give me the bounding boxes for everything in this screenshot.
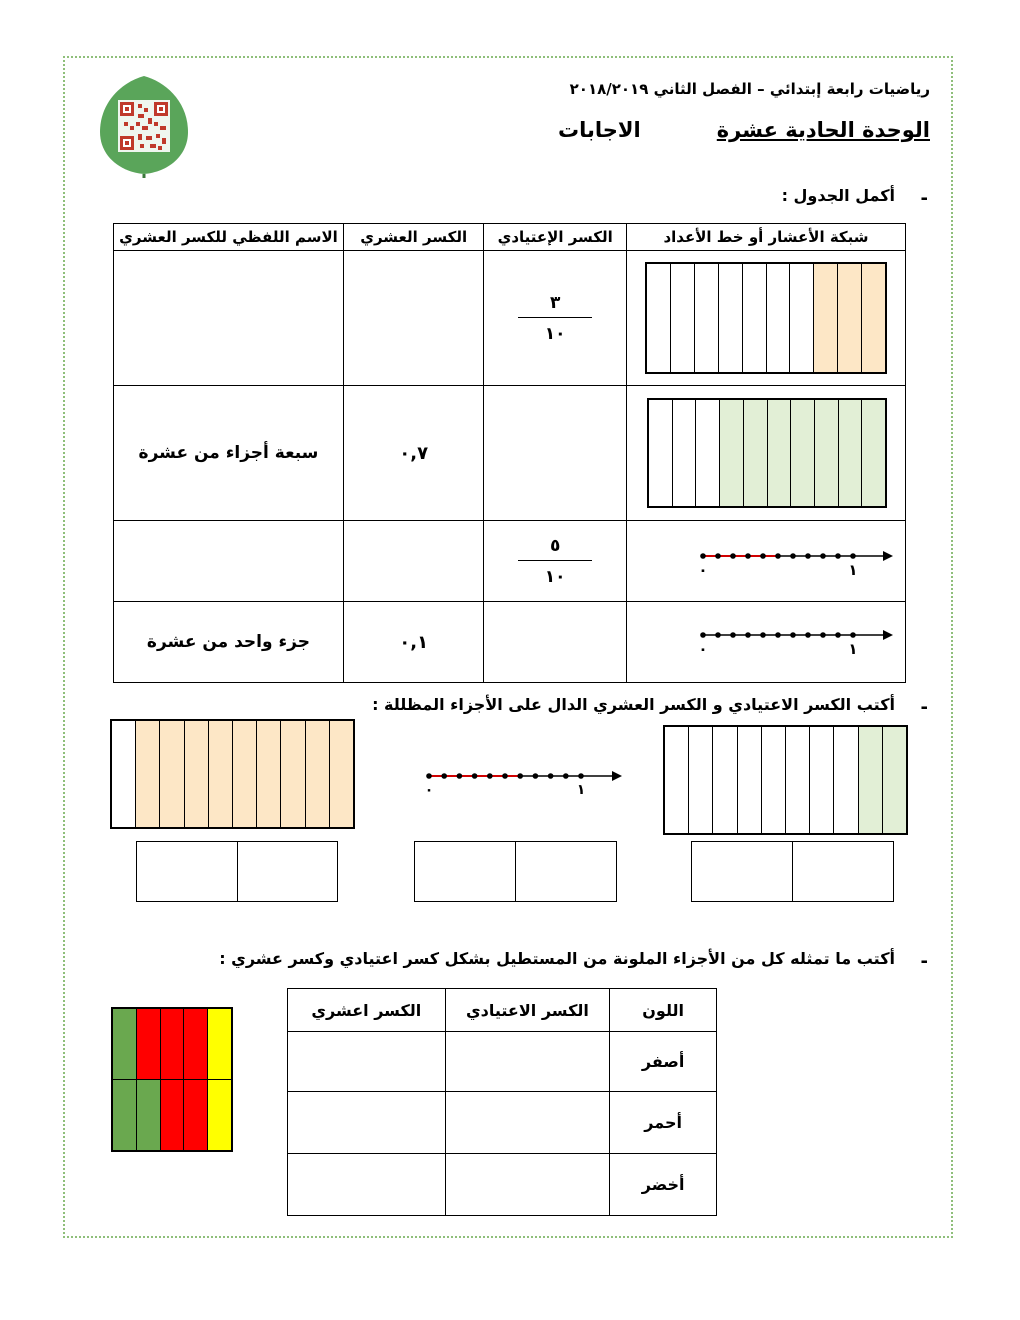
label-zero: ٠ xyxy=(698,561,708,579)
tick-dot xyxy=(730,632,736,638)
arrow-head-icon xyxy=(883,630,893,640)
tenth-cell xyxy=(766,264,790,372)
table-row xyxy=(114,521,906,602)
color-label: أصفر xyxy=(610,1032,717,1092)
color-cell xyxy=(207,1080,231,1150)
tenth-cell xyxy=(785,727,809,833)
table-row xyxy=(114,602,906,683)
header-word-name: الاسم اللفظي للكسر العشري xyxy=(114,224,344,251)
shaded-strip-right xyxy=(663,725,908,835)
answer-box-middle xyxy=(414,841,617,902)
tick-dot xyxy=(533,773,539,779)
color-cell xyxy=(113,1080,136,1150)
header-fraction: الكسر الإعتيادي xyxy=(484,224,627,251)
word-cell[interactable] xyxy=(114,251,344,386)
color-cell xyxy=(207,1009,231,1079)
answer-box-right xyxy=(691,841,894,902)
decimal-text: ٠,١ xyxy=(399,631,429,653)
tenth-cell xyxy=(256,721,280,827)
tick-dot xyxy=(775,553,781,559)
tenth-cell xyxy=(737,727,761,833)
tick-dot xyxy=(563,773,569,779)
word-text: جزء واحد من عشرة xyxy=(146,632,310,652)
tick-dot xyxy=(715,553,721,559)
color-cell xyxy=(183,1009,207,1079)
tenth-cell xyxy=(695,400,719,506)
header-visual: شبكة الأعشار أو خط الأعداد xyxy=(626,224,905,251)
label-one: ١ xyxy=(576,782,586,798)
tenth-cell xyxy=(809,727,833,833)
tick-dot xyxy=(700,553,706,559)
decimal-cell[interactable] xyxy=(343,521,483,602)
tick-dot xyxy=(850,632,856,638)
answer-fraction-field[interactable] xyxy=(692,842,792,901)
decimal-cell[interactable] xyxy=(343,386,483,521)
tenth-cell xyxy=(813,264,837,372)
tick-dot xyxy=(502,773,508,779)
tenths-strip xyxy=(645,262,887,374)
tick-dot xyxy=(760,553,766,559)
section2-dash: - xyxy=(920,697,928,718)
fraction-field[interactable] xyxy=(445,1092,610,1154)
colored-rectangle-top-row xyxy=(113,1009,231,1080)
tick-dot xyxy=(730,553,736,559)
tick-dot xyxy=(805,632,811,638)
tick-dot xyxy=(790,553,796,559)
color-table-header xyxy=(288,989,717,1032)
tenth-cell xyxy=(761,727,785,833)
tenth-cell xyxy=(858,727,882,833)
tenth-cell xyxy=(837,264,861,372)
decimal-field[interactable] xyxy=(288,1092,446,1154)
visual-cell xyxy=(626,521,905,602)
tenth-cell xyxy=(647,264,670,372)
tenth-cell xyxy=(208,721,232,827)
color-table xyxy=(287,988,717,1216)
tenth-cell xyxy=(790,400,814,506)
numerator: ٥ xyxy=(549,535,561,556)
decimal-field[interactable] xyxy=(288,1032,446,1092)
header-color: اللون xyxy=(610,989,717,1032)
color-cell xyxy=(183,1080,207,1150)
decimal-cell[interactable] xyxy=(343,251,483,386)
tick-dot xyxy=(820,632,826,638)
tick-dot xyxy=(517,773,523,779)
shaded-strip-left xyxy=(110,719,355,829)
answer-fraction-field[interactable] xyxy=(137,842,237,901)
color-cell xyxy=(160,1009,184,1079)
decimal-text: ٠,٧ xyxy=(399,442,429,464)
table-row xyxy=(288,1092,717,1154)
tenth-cell xyxy=(882,727,906,833)
tick-dot xyxy=(835,632,841,638)
denominator: ١٠ xyxy=(544,323,566,344)
colored-rectangle xyxy=(111,1007,233,1152)
table-row xyxy=(288,1032,717,1092)
color-cell xyxy=(160,1080,184,1150)
tick-dot xyxy=(745,632,751,638)
colored-rectangle-bottom-row xyxy=(113,1080,231,1150)
fractions-table xyxy=(113,223,906,683)
fraction-cell[interactable] xyxy=(484,521,627,602)
numerator: ٣ xyxy=(549,292,561,313)
fraction-field[interactable] xyxy=(445,1032,610,1092)
answer-decimal-field[interactable] xyxy=(792,842,893,901)
section1-dash: - xyxy=(920,188,928,209)
tenth-cell xyxy=(838,400,862,506)
header-decimal: الكسر العشري xyxy=(343,224,483,251)
fraction-3-10 xyxy=(518,293,592,344)
tenth-cell xyxy=(718,264,742,372)
tenth-cell xyxy=(719,400,743,506)
arrow-head-icon xyxy=(612,771,622,781)
table-row xyxy=(288,1154,717,1216)
tenth-cell xyxy=(159,721,183,827)
table-row xyxy=(114,251,906,386)
arrow-head-icon xyxy=(883,551,893,561)
fraction-5-10 xyxy=(518,536,592,587)
visual-cell xyxy=(626,602,905,683)
fraction-cell[interactable] xyxy=(484,386,627,521)
fraction-field[interactable] xyxy=(445,1154,610,1216)
tick-dot xyxy=(487,773,493,779)
number-line xyxy=(627,526,905,596)
unit-title: الوحدة الحادية عشرة xyxy=(716,118,930,142)
tick-dot xyxy=(426,773,432,779)
tick-dot xyxy=(850,553,856,559)
word-cell[interactable] xyxy=(114,602,344,683)
label-one: ١ xyxy=(848,640,858,658)
visual-cell xyxy=(626,386,905,521)
tenth-cell xyxy=(861,264,885,372)
tenth-cell xyxy=(670,264,694,372)
tick-dot xyxy=(700,632,706,638)
section2-instruction: أكتب الكسر الاعتيادي و الكسر العشري الدال على الأجزاء المظللة : xyxy=(372,695,895,714)
tenth-cell xyxy=(112,721,135,827)
tenth-cell xyxy=(232,721,256,827)
tenth-cell xyxy=(135,721,159,827)
label-zero: ٠ xyxy=(698,640,708,658)
tenth-cell xyxy=(767,400,791,506)
answer-decimal-field[interactable] xyxy=(237,842,338,901)
color-cell xyxy=(136,1080,160,1150)
decimal-cell[interactable] xyxy=(343,602,483,683)
subject-line: رياضيات رابعة إبتدائي – الفصل الثاني ٢٠١٨/٢٠١٩ xyxy=(569,80,930,98)
tick-dot xyxy=(835,553,841,559)
word-cell[interactable] xyxy=(114,386,344,521)
tenth-cell xyxy=(305,721,329,827)
tenth-cell xyxy=(665,727,688,833)
qr-leaf-logo xyxy=(96,72,192,178)
tick-dot xyxy=(441,773,447,779)
tick-dot xyxy=(715,632,721,638)
tenth-cell xyxy=(280,721,304,827)
tenth-cell xyxy=(184,721,208,827)
answer-fraction-field[interactable] xyxy=(415,842,515,901)
header-fraction: الكسر الاعتيادي xyxy=(445,989,610,1032)
tick-dot xyxy=(745,553,751,559)
answers-label: الاجابات xyxy=(558,118,641,142)
tick-dot xyxy=(790,632,796,638)
answer-decimal-field[interactable] xyxy=(515,842,616,901)
color-cell xyxy=(113,1009,136,1079)
tenth-cell xyxy=(712,727,736,833)
answer-box-left xyxy=(136,841,338,902)
color-cell xyxy=(136,1009,160,1079)
tick-dot xyxy=(760,632,766,638)
tenth-cell xyxy=(814,400,838,506)
section3-instruction: أكتب ما تمثله كل من الأجزاء الملونة من المستطيل بشكل كسر اعتيادي وكسر عشري : xyxy=(219,949,895,968)
label-one: ١ xyxy=(848,561,858,579)
tick-dot xyxy=(775,632,781,638)
header-decimal: الكسر اعشري xyxy=(288,989,446,1032)
tick-dot xyxy=(805,553,811,559)
fraction-cell[interactable] xyxy=(484,251,627,386)
denominator: ١٠ xyxy=(544,566,566,587)
tick-dot xyxy=(457,773,463,779)
section3-dash: - xyxy=(920,951,928,972)
tenth-cell xyxy=(688,727,712,833)
number-line-middle xyxy=(414,760,634,810)
tick-dot xyxy=(472,773,478,779)
tenth-cell xyxy=(789,264,813,372)
tenth-cell xyxy=(742,264,766,372)
tick-dot xyxy=(820,553,826,559)
tenth-cell xyxy=(694,264,718,372)
color-label: أحمر xyxy=(610,1092,717,1154)
tenth-cell xyxy=(672,400,696,506)
tenth-cell xyxy=(743,400,767,506)
tenth-cell xyxy=(861,400,885,506)
tenths-strip xyxy=(647,398,887,508)
tenth-cell xyxy=(649,400,672,506)
fraction-cell[interactable] xyxy=(484,602,627,683)
visual-cell xyxy=(626,251,905,386)
section1-instruction: أكمل الجدول : xyxy=(781,186,895,205)
number-line xyxy=(627,607,905,677)
tick-dot xyxy=(548,773,554,779)
table-row xyxy=(114,386,906,521)
color-label: أخضر xyxy=(610,1154,717,1216)
table-header-row xyxy=(114,224,906,251)
decimal-field[interactable] xyxy=(288,1154,446,1216)
tick-dot xyxy=(578,773,584,779)
word-cell[interactable] xyxy=(114,521,344,602)
word-text: سبعة أجزاء من عشرة xyxy=(138,443,319,463)
tenth-cell xyxy=(329,721,353,827)
label-zero: ٠ xyxy=(424,782,434,798)
tenth-cell xyxy=(833,727,857,833)
